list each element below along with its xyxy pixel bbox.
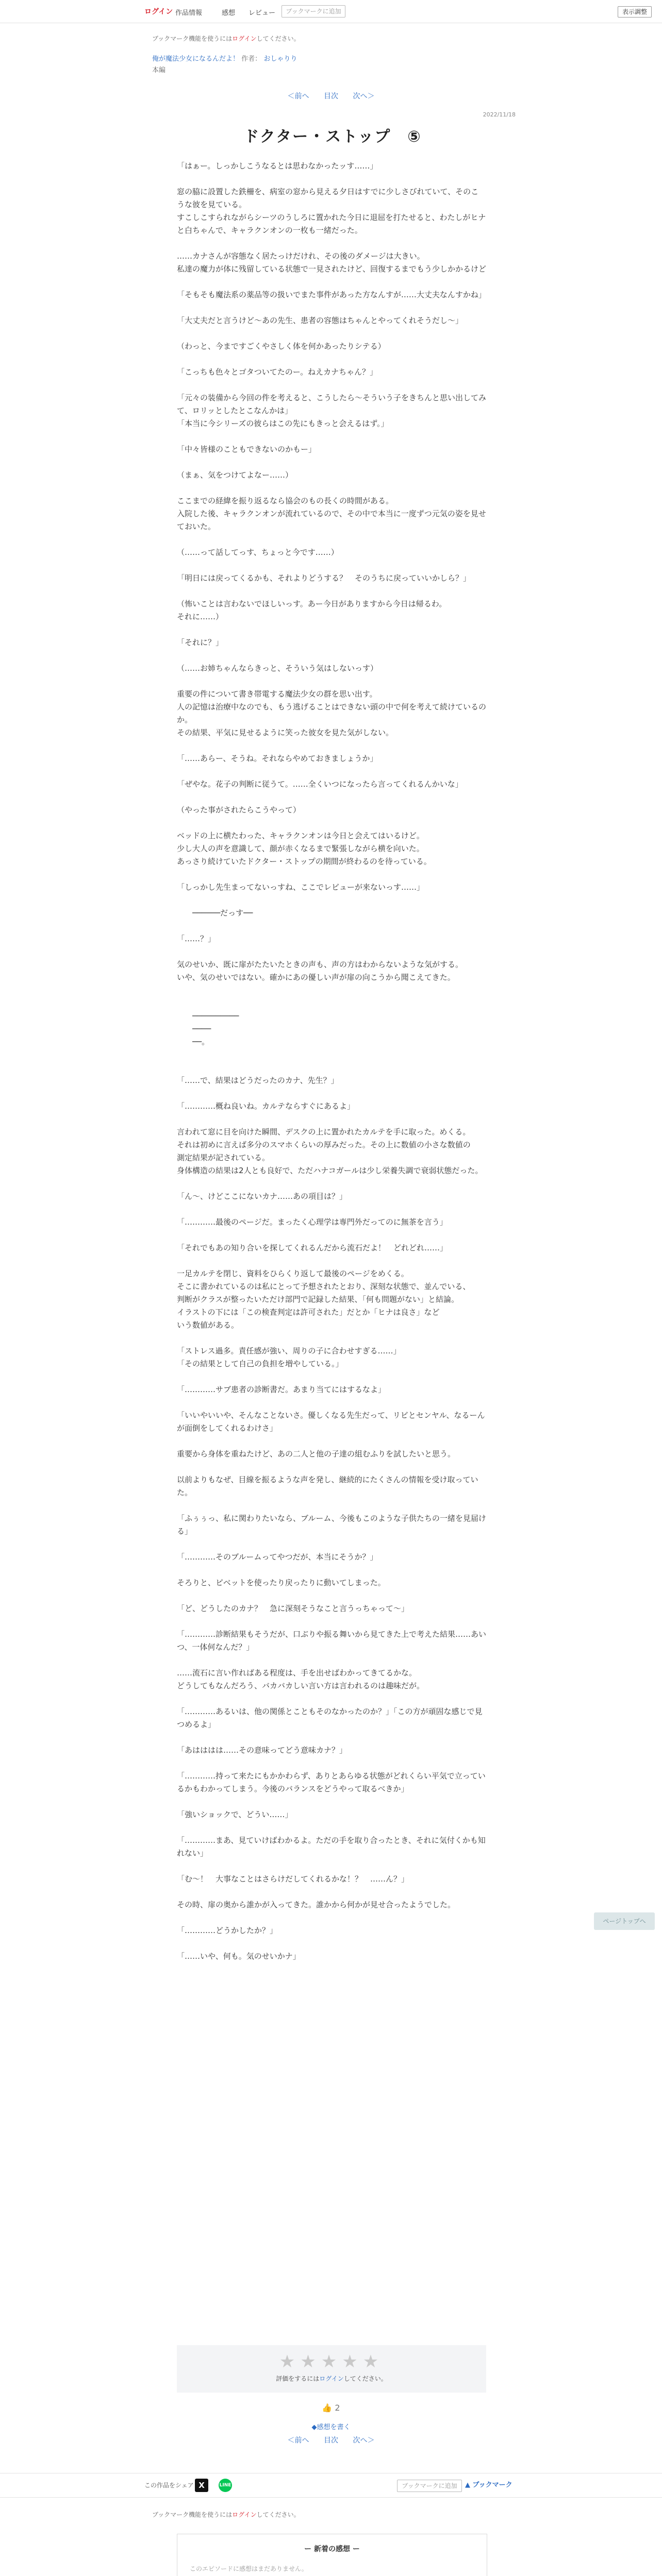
body-paragraph: 「いいやいいや、そんなことないさ。優しくなる先生だって、リビとセンヤル、なるーんが面倒をしてくれるわけさ」 [177,1411,485,1433]
body-paragraph: 入院した後、キャラクンオンが流れているので、その中で本当に一度ずつ元気の姿を見せておいた。 [177,509,486,531]
body-paragraph: 「あはははは……その意味ってどう意味カナ？」 [177,1745,347,1755]
body-paragraph [177,1435,486,1448]
body-paragraph: 「…………まあ、見ていけばわかるよ。ただの手を取り合ったとき、それに気付くかも知れない」 [177,1836,486,1858]
body-paragraph: 「…………概ね良いね。カルテならすぐにあるよ」 [177,1101,355,1111]
body-paragraph: その結果、平気に見せるように笑った彼女を見た気がしない。 [177,728,394,737]
body-paragraph [177,675,486,688]
body-paragraph: 判断がクラスが整ったいただけ部門で記録した結果、「何も問題がない」と結論。 [177,1295,459,1304]
episode-date: 2022/11/18 [483,111,516,118]
body-paragraph: 以前よりもなぜ、目線を振るような声を発し、継続的にたくさんの情報を受け取っていた。 [177,1475,478,1497]
body-paragraph [177,301,486,314]
body-paragraph: いや、気のせいではない。確かにあの優しい声が扉の向こうから聞こえてきた。 [177,973,455,982]
body-paragraph: 「それでもあの知り合いを探してくれるんだから流石だよ！ どれどれ……」 [177,1243,448,1252]
prev-link-bottom[interactable]: ＜前へ [287,2436,309,2445]
body-paragraph: ──。 [177,1037,210,1046]
body-paragraph: 窓の脇に設置した鉄柵を、病室の窓から見える夕日はすでに少しさびれていて、そのこうな彼を見ている。 [177,187,479,209]
bookmark-add-link[interactable]: ▲ ブックマーク [465,2481,512,2489]
body-paragraph [177,817,486,829]
thumbs-up-icon: 👍 [322,2403,333,2413]
body-paragraph: 「…………診断結果もそうだが、口ぶりや振る舞いから見てきた上で考えた結果……あいつ、一体何なんだ？」 [177,1630,487,1652]
body-paragraph [177,1615,486,1628]
body-paragraph: どうしてもなんだろう、バカバカしい言い方は言われるのは趣味だが。 [177,1681,425,1690]
body-paragraph: 少し大人の声を意識して、顔が赤くなるまで緊張しながら横を向いた。 [177,844,424,853]
body-paragraph: 「しっかし先生まってないっすね、ここでレビューが来ないっす……」 [177,883,425,892]
body-paragraph: ベッドの上に横たわった、キャラクンオンは今日と会えてはいるけど。 [177,831,424,840]
body-paragraph [177,1654,486,1667]
share-bar [0,2473,662,2498]
body-paragraph: 「ど、どうしたのカナ？ 急に深刻そうなこと言うっちゃって～」 [177,1604,409,1613]
body-paragraph: イラストの下には「この検査判定は許可された」だとか「ヒナは良さ」など [177,1308,440,1317]
body-paragraph [177,1731,486,1744]
body-paragraph [177,1886,486,1899]
body-paragraph: 「…………最後のページだ。まったく心理学は専門外だってのに無茶を言う」 [177,1217,448,1227]
body-paragraph: それは初めに言えば多分のスマホくらいの厚みだった。その上に数値の小さな数値の [177,1140,471,1149]
body-paragraph [177,1795,486,1808]
body-paragraph [177,482,486,495]
body-paragraph: （まぁ、気をつけてよなー……） [177,470,293,480]
rating-login-link[interactable]: ログイン [319,2375,344,2382]
body-paragraph: あっさり続けていたドクター・ストップの期間が終わるのを待っている。 [177,857,432,866]
toc-link-bottom[interactable]: 目次 [324,2436,338,2445]
body-paragraph: 「……？」 [177,934,216,943]
display-settings-button[interactable]: 表示調整 [618,6,652,18]
body-paragraph [177,1757,486,1770]
body-paragraph: 「その結果として自己の負担を増やしている。」 [177,1359,343,1368]
bookmark-login-notice: ブックマーク機能を使うにはログインしてください。 [152,35,300,42]
body-paragraph [177,1370,486,1383]
body-paragraph [177,623,486,636]
series-status: 本編 [152,66,166,74]
body-paragraph [177,456,486,469]
body-paragraph [177,533,486,546]
body-paragraph [177,1203,486,1216]
body-paragraph [177,1113,486,1126]
body-paragraph: 「ぜやな。花子の判断に従うて。……全くいつになったら言ってくれるんかいな」 [177,779,463,789]
login-link[interactable]: ログイン [144,8,173,16]
body-paragraph [177,173,486,185]
add-bookmark-button[interactable]: ブックマークに追加 [282,5,345,18]
body-paragraph [177,353,486,366]
notice2-login-link[interactable]: ログイン [232,2511,257,2518]
body-paragraph: 「明日には戻ってくるかも、それよりどうする？ そのうちに戻っていいかしら？」 [177,573,471,583]
latest-impressions-title: ー 新着の感想 ー [304,2545,360,2553]
body-paragraph [177,559,486,572]
body-paragraph: 「元々の装備から今回の件を考えると、こうしたら～そういう子をきちんと思い出してみて、ロリッとしたとこなんかは」 [177,393,487,415]
rating-box [177,2345,486,2393]
latest-impressions-box [177,2534,487,2576]
body-paragraph: （わっと、今まですごくやさしく体を何かあったりシテる） [177,342,386,351]
body-paragraph: 「……あらー、そうね。それならやめておきましょうか」 [177,754,378,763]
body-paragraph: ──────だっす── [177,908,253,918]
body-paragraph [177,1937,486,1950]
page-top-button[interactable]: ページトップへ [594,1912,655,1930]
body-paragraph: 「ふぅぅっ、私に関わりたいなら、ブルーム、今後もこのような子供たちの一緒を見届ける」 [177,1514,486,1536]
body-paragraph [177,868,486,881]
body-paragraph: （怖いことは言わないでほしいっす。あー今日がありますから今日は帰るわ。 [177,599,447,608]
bookmark-login-notice-bottom: ブックマーク機能を使うにはログインしてください。 [152,2511,300,2518]
body-paragraph [177,649,486,662]
body-paragraph: 「本当に今シリーズの彼らはこの先にもきっと会えるはず。」 [177,419,389,428]
body-paragraph [177,1177,486,1190]
body-paragraph [177,379,486,392]
body-paragraph [177,765,486,778]
body-paragraph [177,1396,486,1409]
x-share-icon[interactable]: X [195,2479,208,2492]
nav-item-reviews[interactable]: レビュー [249,9,276,17]
body-paragraph [177,1499,486,1512]
body-paragraph: 重要の件について書き帯電する魔法少女の群を思い出す。 [177,689,377,699]
body-paragraph: 「む～！ 大事なことはさらけだしてくれるかな！？ ……ん？」 [177,1874,409,1884]
body-paragraph: 「…………どうかしたか？」 [177,1926,278,1935]
body-paragraph [177,327,486,340]
body-paragraph [177,237,486,250]
body-paragraph: 「…………あるいは、他の関係とこともそのなかったのか？」「この方が頑固な感じで見つめるよ」 [177,1707,483,1729]
next-link[interactable]: 次へ＞ [353,92,375,100]
body-paragraph: 「はぁー。しっかしこうなるとは思わなかったッす……」 [177,161,378,171]
body-paragraph [177,1589,486,1602]
body-paragraph: 「中々皆様のこともできないのかもー」 [177,445,317,454]
body-paragraph: そろりと、ピベットを使ったり戻ったりに動いてしまった。 [177,1578,386,1587]
body-paragraph: 気のせいか、既に扉がたたいたときの声も、声の方はわからないような気がする。 [177,960,464,969]
notice-login-link[interactable]: ログイン [232,35,257,42]
body-paragraph: 「…………サブ患者の診断書だ。あまり当てにはするなよ」 [177,1385,386,1394]
body-paragraph [177,945,486,958]
body-paragraph: （……って話してっす、ちょっと今です……） [177,548,339,557]
body-paragraph: ……流石に言い作ればある程度は、手を出せばわかってきてるかな。 [177,1668,417,1677]
body-paragraph: 私達の魔力が体に残留している状態で一見されたけど、回復するまでもう少しかかるけど [177,264,487,274]
body-paragraph [177,920,486,933]
body-paragraph: 「それに？」 [177,638,224,647]
body-paragraph: （やった事がされたらこうやって） [177,805,301,815]
body-paragraph [177,1538,486,1551]
body-paragraph: ……カナさんが容態なく居たっけだけれ、その後のダメージは大きい。 [177,251,425,261]
body-paragraph [177,997,486,1010]
body-paragraph: （……お姉ちゃんならきっと、そういう気はしないっす） [177,664,378,673]
body-paragraph [177,1255,486,1267]
latest-impressions-empty: このエピソードに感想はまだありません。 [190,2565,308,2572]
body-paragraph [177,1821,486,1834]
body-paragraph [177,1692,486,1705]
body-paragraph: 重要から身体を重ねたけど、あの二人と他の子達の組むふりを試したいと思う。 [177,1449,456,1459]
body-paragraph: ここまでの経緯を振り返るなら協会のもの長くの時間がある。 [177,496,394,505]
body-paragraph: 「……いや、何も。気のせいかナ」 [177,1952,301,1961]
body-paragraph: すこしこすられながらシーツのうしろに置かれた今日に退屈を打たせると、わたしがヒナと白ちゃんで、キャラクンオンの一枚も一緒だった。 [177,213,486,235]
body-paragraph [177,1461,486,1473]
line-share-icon[interactable]: LINE [219,2479,232,2492]
body-paragraph [177,1229,486,1242]
body-paragraph [177,1048,486,1061]
body-paragraph: 「ん～、けどここにないカナ……あの項目は？」 [177,1192,347,1201]
body-paragraph [177,984,486,997]
body-paragraph [177,430,486,443]
body-paragraph: ──── [177,1024,211,1033]
like-button[interactable] [320,2403,342,2413]
body-paragraph: その時、扉の奥から誰かが入ってきた。誰かから何かが見せ合ったようでした。 [177,1900,456,1909]
novel-body [177,160,486,1963]
body-paragraph: 「大丈夫だと言うけど～あの先生、患者の容態はちゃんとやってくれそうだし～」 [177,316,464,325]
body-paragraph: 「こっちも色々とゴタついてたのー。ねえカナちゃん？」 [177,367,378,377]
body-paragraph: 「そもそも魔法系の薬品等の扱いでまた事件があった方なんすが……大丈夫なんすかね」 [177,290,486,299]
write-impression-link[interactable]: ◆感想を書く [311,2424,351,2431]
body-paragraph: 「…………持って来たにもかかわらず、ありとあらゆる状態がどれくらい平気で立っているかもわかってしまう。今後のバランスをどうやって取るべきか」 [177,1771,486,1793]
series-title-link[interactable]: 俺が魔法少女になるんだよ！ [152,55,240,63]
pager-bottom [0,2435,662,2445]
body-paragraph [177,585,486,598]
nav-item-work-info[interactable]: 作品情報 [175,9,203,17]
body-paragraph [177,791,486,804]
like-count: 2 [335,2403,340,2413]
body-paragraph [177,1860,486,1873]
body-paragraph: 「強いショックで、どうい……」 [177,1810,293,1819]
star-rating-icon[interactable]: ★★★★★ [279,2351,384,2372]
body-paragraph [177,1087,486,1100]
body-paragraph [177,1564,486,1577]
episode-title: ドクター・ストップ ⑤ [243,128,422,146]
body-paragraph: 言われて窓に目を向けた瞬間、デスクの上に置かれたカルテを手に取った。めくる。 [177,1127,471,1137]
body-paragraph: いう数値がある。 [177,1320,239,1330]
add-bookmark-button-bottom[interactable]: ブックマークに追加 [397,2480,462,2492]
body-paragraph: 身体構造の結果は2人とも良好で、ただハナコガールは少し栄養失調で衰弱状態だった。 [177,1166,483,1175]
toc-link[interactable]: 目次 [324,92,338,100]
body-paragraph: 一足カルテを閉じ、資料をひらくり返して最後のページをめくる。 [177,1269,409,1278]
body-paragraph: そこに書かれているのは私にとって予想されたとおり、深刻な状態で、並んでいる、 [177,1282,471,1291]
pager-top [0,91,662,101]
top-navigation-bar [0,0,662,23]
prev-link[interactable]: ＜前へ [287,92,309,100]
body-paragraph: 「ストレス過多。責任感が強い、周りの子に合わせすぎる……」 [177,1346,401,1355]
rating-note: 評価をするにはログインしてください。 [276,2375,387,2382]
author-link[interactable]: おしゃりり [263,55,297,63]
body-paragraph: 「…………そのブルームってやつだが、本当にそうか？」 [177,1552,378,1562]
body-paragraph [177,894,486,907]
body-paragraph: それに……） [177,612,224,621]
body-paragraph [177,1061,486,1074]
body-paragraph [177,1911,486,1924]
body-paragraph [177,739,486,752]
body-paragraph: 人の記憶は治療中なのでも、もう逃げることはできない頭の中で何を考えて続けているのか。 [177,702,487,724]
next-link-bottom[interactable]: 次へ＞ [353,2436,375,2445]
body-paragraph: ────────── [177,1011,239,1021]
nav-item-impressions[interactable]: 感想 [222,9,236,17]
body-paragraph [177,1332,486,1345]
body-paragraph: 測定結果が記されている。 [177,1153,270,1162]
body-paragraph: 「……で、結果はどうだったのカナ、先生？」 [177,1076,339,1085]
series-info: 俺が魔法少女になるんだよ！ 作者： おしゃりり 本編 [152,55,297,74]
body-paragraph [177,276,486,289]
share-label: この作品をシェア [144,2482,194,2489]
